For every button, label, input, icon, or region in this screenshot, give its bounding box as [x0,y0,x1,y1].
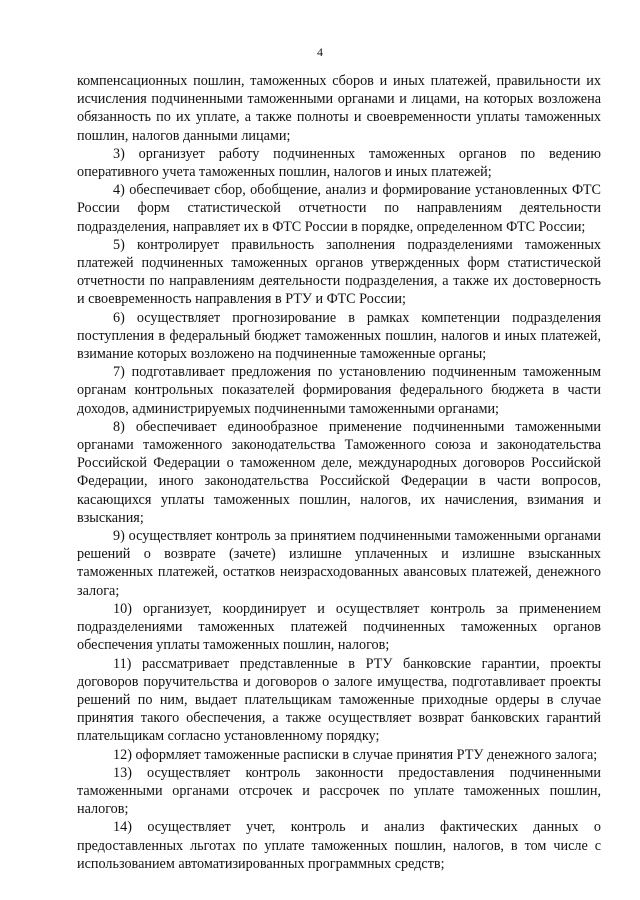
paragraph-item-3: 3) организует работу подчиненных таможенных органов по ведению оперативного учета таможенных пошлин, налогов и иных платежей; [77,145,601,181]
paragraph-item-5: 5) контролирует правильность заполнения подразделениями таможенных платежей подчиненных таможенных органов утвержденных форм статистической отчетности по направлениям деятельности подразделения, а также их достоверность и своевременность направления в РТУ и ФТС России; [77,236,601,308]
paragraph-item-6: 6) осуществляет прогнозирование в рамках компетенции подразделения поступления в федеральный бюджет таможенных пошлин, налогов и иных платежей, взимание которых возложено на подчиненные таможенные органы; [77,309,601,363]
document-body [77,72,601,873]
paragraph-continuation: компенсационных пошлин, таможенных сборов и иных платежей, правильности их исчисления подчиненными таможенными органами и лицами, на которых возложена обязанность по их уплате, а также полноты и своевременности уплаты таможенных пошлин, налогов данными лицами; [77,73,601,144]
page-number: 4 [317,45,323,59]
paragraph-item-12: 12) оформляет таможенные расписки в случае принятия РТУ денежного залога; [113,746,598,763]
paragraph-item-14: 14) осуществляет учет, контроль и анализ фактических данных о предоставленных льготах по уплате таможенных пошлин, налогов, в том числе с использованием автоматизированных программных средств; [77,819,601,872]
paragraph-item-9: 9) осуществляет контроль за принятием подчиненными таможенными органами решений о возврате (зачете) излишне уплаченных и излишне взысканных таможенных платежей, остатков неизрасходованных авансовых платежей, денежного залога; [77,528,601,599]
paragraph-item-7: 7) подготавливает предложения по установлению подчиненным таможенным органам контрольных показателей формирования федерального бюджета в части доходов, администрируемых подчиненными таможенными органами; [77,364,601,417]
paragraph-item-10: 10) организует, координирует и осуществляет контроль за применением подразделениями таможенных платежей подчиненных таможенных органов обеспечения уплаты таможенных пошлин, налогов; [77,600,601,654]
paragraph-item-11: 11) рассматривает представленные в РТУ банковские гарантии, проекты договоров поручительства и договоров о залоге имущества, подготавливает проекты решений по ним, выдает плательщикам таможенные приходные ордеры в случае принятия такого обеспечения, а также осуществляет возврат банковских гарантий плательщикам согласно установленному порядку; [77,655,601,745]
paragraph-item-13: 13) осуществляет контроль законности предоставления подчиненными таможенными органами отсрочек и рассрочек по уплате таможенных пошлин, налогов; [77,764,601,818]
paragraph-item-8: 8) обеспечивает единообразное применение подчиненными таможенными органами таможенного законодательства Таможенного союза и законодательства Российской Федерации о таможенном деле, международных договоров Российской Федерации, иного законодательства Российской Федерации в части вопросов, касающихся уплаты таможенных пошлин, налогов, их начисления, взимания и взыскания; [77,418,601,526]
paragraph-item-4: 4) обеспечивает сбор, обобщение, анализ и формирование установленных ФТС России форм статистической отчетности по направлениям деятельности подразделения, направляет их в ФТС России в порядке, определенном ФТС России; [77,182,601,235]
